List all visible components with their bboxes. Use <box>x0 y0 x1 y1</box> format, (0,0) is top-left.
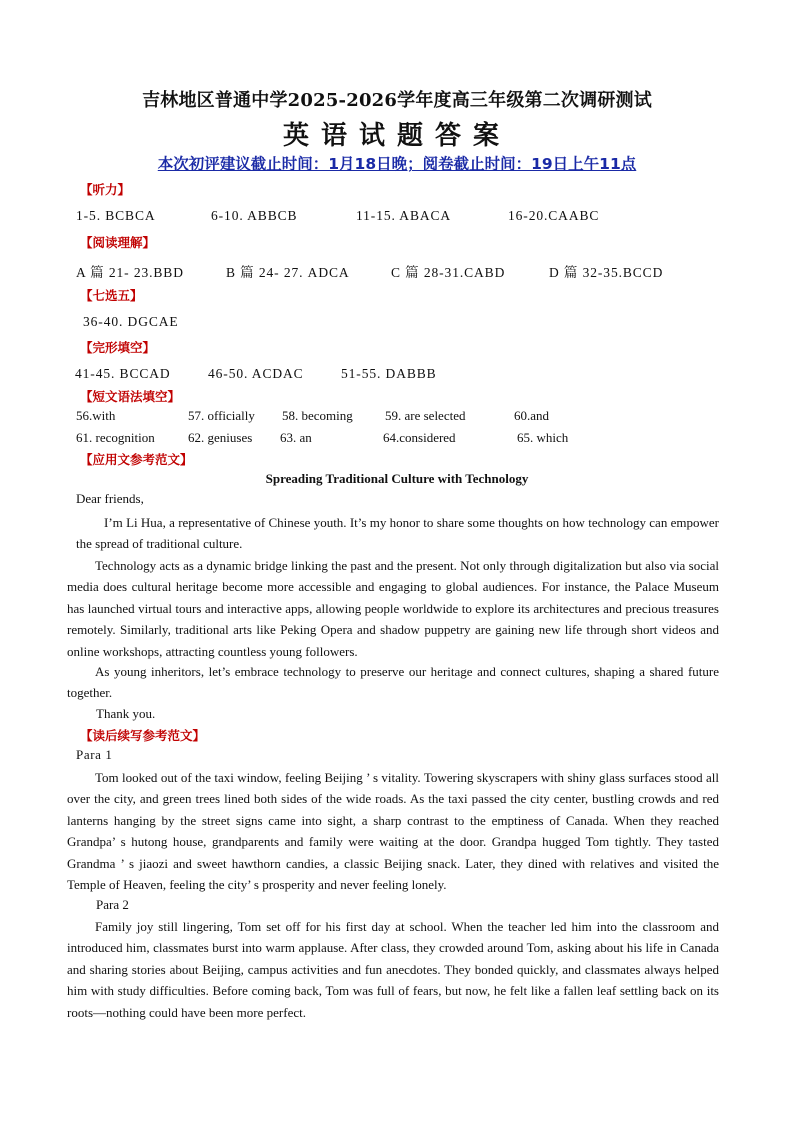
reading-answer: C 篇 28-31.CABD <box>391 265 506 280</box>
section-label-continuation-writing: 【读后续写参考范文】 <box>80 728 206 743</box>
grammar-answer: 56.with <box>76 408 116 423</box>
section-label-practical-writing: 【应用文参考范文】 <box>80 452 193 467</box>
para2-label: Para 2 <box>96 897 129 912</box>
grammar-answer: 62. geniuses <box>188 430 253 445</box>
section-label-grammar: 【短文语法填空】 <box>80 389 181 404</box>
essay-paragraph-text: I’m Li Hua, a representative of Chinese youth. It’s my honor to share some thoughts on how technology can empower the spread of traditional culture. <box>76 515 719 552</box>
listening-answer: 1-5. BCBCA <box>76 208 156 223</box>
cloze-answer: 41-45. BCCAD <box>75 366 171 381</box>
cloze-answer: 46-50. ACDAC <box>208 366 304 381</box>
essay-paragraph <box>67 661 719 704</box>
section-label-reading: 【阅读理解】 <box>80 235 156 250</box>
para1-label: Para 1 <box>76 747 113 762</box>
grammar-answer: 63. an <box>280 430 312 445</box>
document-subtitle: 英语试题答案 <box>282 121 511 151</box>
continuation-paragraph <box>67 916 719 1023</box>
essay-paragraph-text: As young inheritors, let’s embrace technology to preserve our heritage and connect cultures, shaping a shared future together. <box>67 664 719 701</box>
grammar-answer: 58. becoming <box>282 408 353 423</box>
section-label-cloze: 【完形填空】 <box>80 340 156 355</box>
essay-salutation: Dear friends, <box>76 491 144 506</box>
continuation-paragraph-text: Family joy still lingering, Tom set off for his first day at school. When the teacher led him into the classroom and introduced him, classmates burst into warm applause. After class, they crowded around Tom, asking about his life in Canada and sharing stories about Beijing, campus activities and fun anecdotes. They bonded quickly, and classmates always helped him with study difficulties. Before coming back, Tom was full of fears, but now, he felt like a fallen leaf settling back on its roots—nothing could have been more perfect. <box>67 919 719 1020</box>
continuation-paragraph <box>67 767 719 895</box>
essay-paragraph <box>76 512 719 555</box>
section-label-seven-five: 【七选五】 <box>80 288 143 303</box>
cloze-answer: 51-55. DABBB <box>341 366 437 381</box>
listening-answer: 16-20.CAABC <box>508 208 600 223</box>
grammar-answer: 61. recognition <box>76 430 155 445</box>
essay-paragraph <box>67 555 719 662</box>
reading-answer: D 篇 32-35.BCCD <box>549 265 664 280</box>
essay-title: Spreading Traditional Culture with Technology <box>265 471 529 486</box>
essay-paragraph-text: Technology acts as a dynamic bridge linking the past and the present. Not only through digitalization but also via social media does cultural heritage become more accessible and engaging to global audiences. For instance, the Palace Museum has launched virtual tours and interactive apps, allowing people worldwide to explore its architectures and precious treasures remotely. Similarly, traditional arts like Peking Opera and shadow puppetry are gaining new life through short videos and online workshops, attracting countless young followers. <box>67 558 719 659</box>
deadline-notice: 本次初评建议截止时间：1月18日晚；阅卷截止时间：19日上午11点 <box>157 155 637 173</box>
listening-answer: 11-15. ABACA <box>356 208 452 223</box>
grammar-answer: 64.considered <box>383 430 456 445</box>
grammar-answer: 60.and <box>514 408 550 423</box>
continuation-paragraph-text: Tom looked out of the taxi window, feeling Beijing ’ s vitality. Towering skyscrapers with shiny glass surfaces stood all over the city, and green trees lined both sides of the wide roads. As the taxi passed the city center, bustling crowds and red lanterns hanging by the street signs came into sight, a sharp contrast to the emptiness of Canada. When they reached Grandpa’ s hutong house, grandparents and family were waiting at the door. Grandpa hugged Tom tightly. They tasted Grandma ’ s jiaozi and sweet hawthorn candies, a classic Beijing snack. Later, they dined with relatives and visited the Temple of Heaven, feeling the city’ s prosperity and never feeling lonely. <box>67 770 719 893</box>
grammar-answer: 57. officially <box>188 408 255 423</box>
grammar-answer: 59. are selected <box>385 408 466 423</box>
reading-answer: A 篇 21- 23.BBD <box>76 265 184 280</box>
section-label-listening: 【听力】 <box>80 182 131 197</box>
grammar-answer: 65. which <box>517 430 569 445</box>
seven-five-answer: 36-40. DGCAE <box>83 314 179 329</box>
document-title: 吉林地区普通中学2025-2026学年度高三年级第二次调研测试 <box>142 90 652 111</box>
essay-closing: Thank you. <box>96 706 156 721</box>
listening-answer: 6-10. ABBCB <box>211 208 298 223</box>
reading-answer: B 篇 24- 27. ADCA <box>226 265 350 280</box>
